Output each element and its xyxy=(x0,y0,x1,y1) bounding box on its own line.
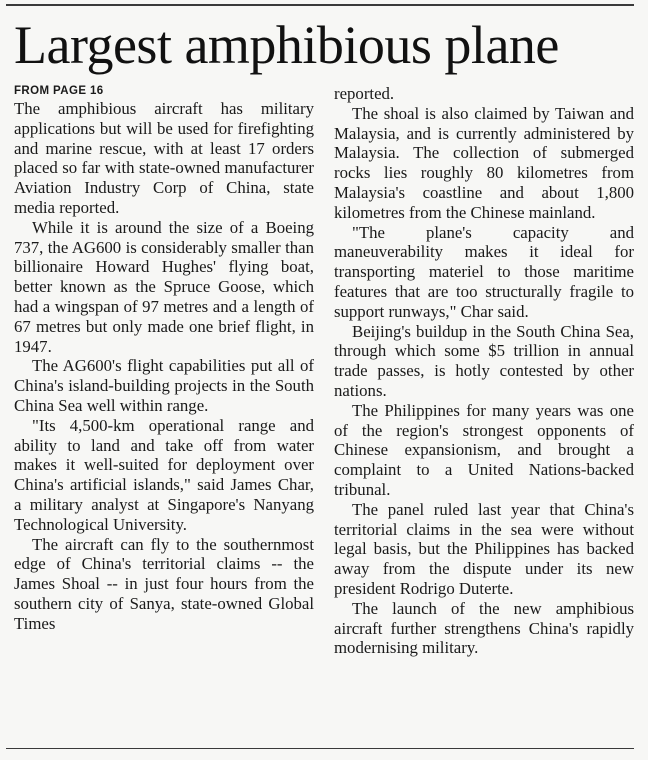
paragraph: The launch of the new amphibious aircraft further strengthens China's rapidly modernising military. xyxy=(334,598,634,658)
headline: Largest amphibious plane xyxy=(14,15,559,75)
paragraph: The panel ruled last year that China's territorial claims in the sea were without legal basis, but the Philippines has backed away from the dispute under its new president Rodrigo Duterte. xyxy=(334,499,634,598)
paragraph: The AG600's flight capabilities put all of China's island-building projects in the South China Sea well within range. xyxy=(14,356,314,415)
paragraph: The shoal is also claimed by Taiwan and Malaysia, and is currently administered by Malaysia. The collection of submerged rocks lies roughly 80 kilometres from Malaysia's coastline and about 1,800 kilometres from the Chinese mainland. xyxy=(334,103,634,222)
paragraph: "Its 4,500-km operational range and ability to land and take off from water makes it well-suited for deployment over China's artificial islands," said James Char, a military analyst at Singapore's Nanyang Technological University. xyxy=(14,415,314,534)
top-divider xyxy=(6,4,634,6)
paragraph: The amphibious aircraft has military applications but will be used for firefighting and marine rescue, with at least 17 orders placed so far with state-owned manufacturer Aviation Industry Corp of China, state media reported. xyxy=(14,99,314,217)
article-column-left xyxy=(14,84,314,634)
kicker: FROM PAGE 16 xyxy=(14,85,104,97)
paragraph: The aircraft can fly to the southernmost edge of China's territorial claims -- the James Shoal -- in just four hours from the southern city of Sanya, state-owned Global Times xyxy=(14,534,314,633)
paragraph-continuation: reported. xyxy=(334,84,395,103)
article-column-right xyxy=(334,84,634,658)
paragraph: "The plane's capacity and maneuverability makes it ideal for transporting materiel to those maritime features that are too structurally fragile to support runways," Char said. xyxy=(334,222,634,321)
paragraph: The Philippines for many years was one of the region's strongest opponents of Chinese expansionism, and brought a complaint to a United Nations-backed tribunal. xyxy=(334,400,634,499)
paragraph: Beijing's buildup in the South China Sea, through which some $5 trillion in annual trade passes, is hotly contested by other nations. xyxy=(334,321,634,400)
paragraph: While it is around the size of a Boeing 737, the AG600 is considerably smaller than billionaire Howard Hughes' flying boat, better known as the Spruce Goose, which had a wingspan of 97 metres and a length of 67 metres but only made one brief flight, in 1947. xyxy=(14,217,314,356)
bottom-divider xyxy=(6,748,634,749)
